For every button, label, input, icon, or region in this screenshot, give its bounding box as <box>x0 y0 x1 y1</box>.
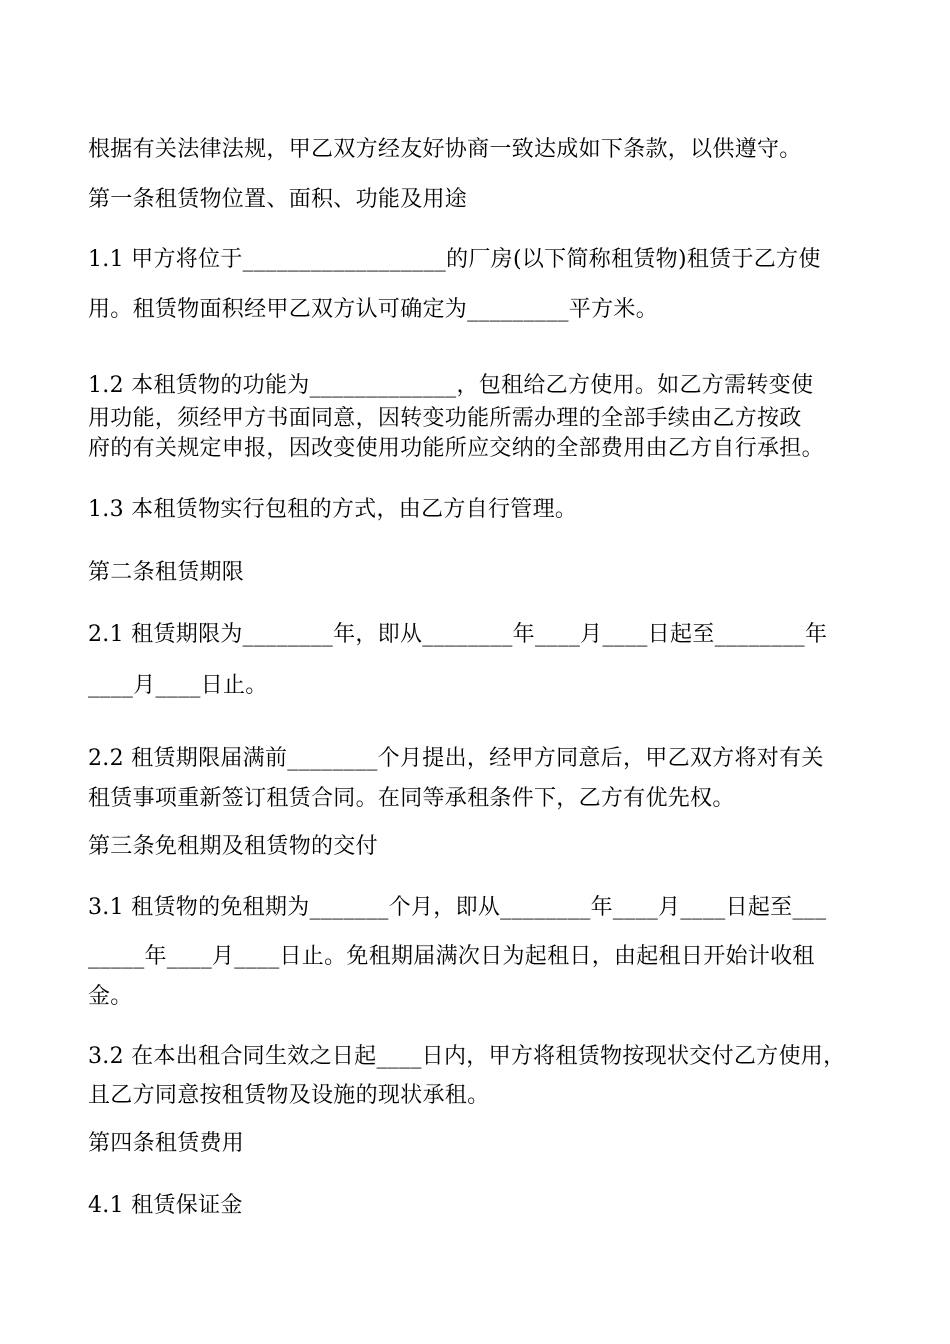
clause-3-2-line-2: 且乙方同意按租赁物及设施的现状承租。 <box>88 1083 490 1108</box>
clause-3-1-line-1: 3.1 租赁物的免租期为_______个月，即从________年____月____日起至___ <box>88 895 827 920</box>
clause-1-3: 1.3 本租赁物实行包租的方式，由乙方自行管理。 <box>88 497 578 522</box>
clause-4-1: 4.1 租赁保证金 <box>88 1193 243 1218</box>
article-1-heading: 第一条租赁物位置、面积、功能及用途 <box>88 187 468 212</box>
clause-1-1-line-2: 用。租赁物面积经甲乙双方认可确定为_________平方米。 <box>88 297 659 322</box>
clause-2-1-line-2: ____月____日止。 <box>88 673 268 698</box>
article-3-heading: 第三条免租期及租赁物的交付 <box>88 834 378 859</box>
intro-paragraph: 根据有关法律法规，甲乙双方经友好协商一致达成如下条款，以供遵守。 <box>88 137 802 162</box>
clause-3-1-line-3: 金。 <box>88 984 133 1009</box>
clause-1-1-line-1: 1.1 甲方将位于__________________的厂房(以下简称租赁物)租赁于乙方使 <box>88 247 821 272</box>
clause-1-2-line-1: 1.2 本租赁物的功能为_____________，包租给乙方使用。如乙方需转变使 <box>88 373 814 398</box>
clause-2-2-line-2: 租赁事项重新签订租赁合同。在同等承租条件下，乙方有优先权。 <box>88 786 735 811</box>
article-4-heading: 第四条租赁费用 <box>88 1131 245 1156</box>
clause-3-1-line-2: _____年____月____日止。免租期届满次日为起租日，由起租日开始计收租 <box>88 944 815 969</box>
clause-3-2-line-1: 3.2 在本出租合同生效之日起____日内，甲方将租赁物按现状交付乙方使用， <box>88 1044 846 1069</box>
article-2-heading: 第二条租赁期限 <box>88 560 245 585</box>
clause-1-2-line-2: 用功能，须经甲方书面同意，因转变功能所需办理的全部手续由乙方按政 <box>88 406 802 431</box>
clause-2-1-line-1: 2.1 租赁期限为________年，即从________年____月____日起至________年 <box>88 622 828 647</box>
clause-2-2-line-1: 2.2 租赁期限届满前________个月提出，经甲方同意后，甲乙双方将对有关 <box>88 746 824 771</box>
clause-1-2-line-3: 府的有关规定申报，因改变使用功能所应交纳的全部费用由乙方自行承担。 <box>88 436 824 461</box>
